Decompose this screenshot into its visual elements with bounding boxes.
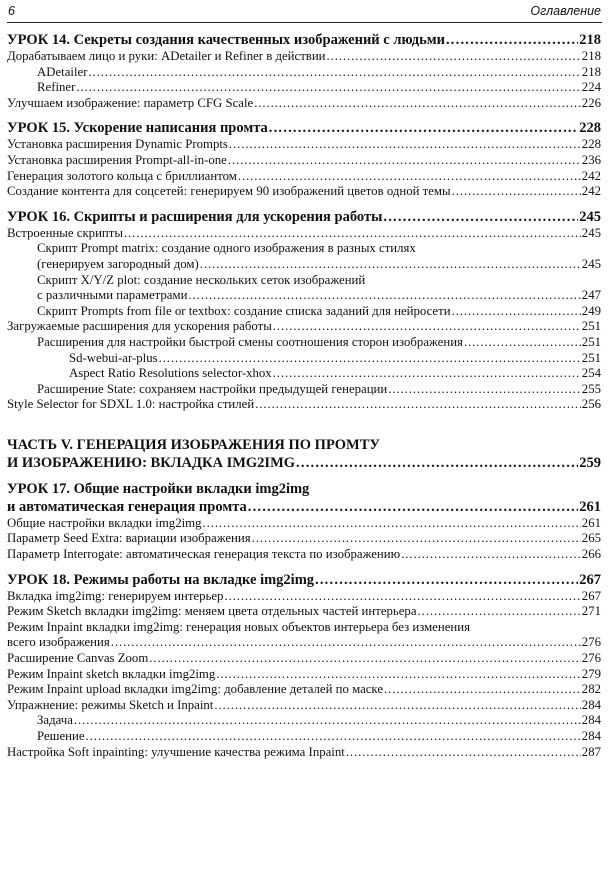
entry-title: УРОК 15. Ускорение написания промта (7, 120, 268, 137)
entry-title: Вкладка img2img: генерируем интерьер (7, 588, 224, 603)
page-ref: 261 (581, 515, 601, 530)
toc-entry[interactable] (7, 351, 601, 367)
dot-leader (464, 335, 581, 351)
page-ref: 245 (581, 256, 601, 271)
entry-title: Sd-webui-ar-plus (69, 350, 158, 365)
toc-heading[interactable] (7, 119, 601, 137)
dot-leader (296, 454, 578, 472)
entry-title: Режим Inpaint upload вкладки img2img: добавление деталей по маске (7, 682, 384, 697)
dot-leader (76, 80, 580, 96)
dot-leader (214, 698, 580, 714)
page-ref: 218 (579, 32, 601, 48)
toc-entry[interactable] (7, 604, 601, 620)
dot-leader (229, 137, 581, 153)
toc-heading-line[interactable]: ЧАСТЬ V. ГЕНЕРАЦИЯ ИЗОБРАЖЕНИЯ ПО ПРОМТУ (7, 436, 381, 453)
dot-leader (273, 366, 581, 382)
entry-title: Расширение Canvas Zoom (7, 651, 149, 666)
entry-title: Refiner (37, 80, 76, 95)
page-ref: 254 (581, 366, 601, 381)
dot-leader (224, 589, 580, 605)
dot-leader (238, 169, 581, 185)
page-ref: 226 (581, 95, 601, 110)
dot-leader (418, 604, 581, 620)
dot-leader (252, 531, 581, 547)
toc-entry[interactable] (7, 682, 601, 698)
page-ref: 251 (581, 334, 601, 349)
section-spacer (7, 563, 601, 571)
toc-entry[interactable] (7, 651, 601, 667)
dot-leader (452, 304, 581, 320)
toc-entry[interactable] (7, 184, 601, 200)
entry-title: ADetailer (37, 64, 88, 79)
toc-entry[interactable] (7, 698, 601, 714)
page-ref: 271 (581, 604, 601, 619)
entry-title: Параметр Seed Extra: вариации изображения (7, 531, 251, 546)
entry-title: Создание контента для соцсетей: генерируем 90 изображений цветов одной темы (7, 184, 451, 199)
toc-entry[interactable] (7, 516, 601, 532)
page-ref: 228 (579, 120, 601, 137)
toc-heading-line[interactable]: УРОК 17. Общие настройки вкладки img2img (7, 480, 310, 497)
toc-entry[interactable] (7, 531, 601, 547)
toc-entry[interactable] (7, 169, 601, 185)
toc-entry[interactable] (7, 80, 601, 96)
toc-entry[interactable] (7, 397, 601, 413)
entry-title: И ИЗОБРАЖЕНИЮ: ВКЛАДКА IMG2IMG (7, 454, 296, 471)
dot-leader (315, 571, 578, 589)
dot-leader (273, 319, 581, 335)
toc-entry[interactable] (7, 667, 601, 683)
page-ref: 236 (581, 152, 601, 167)
toc-entry-line[interactable]: Скрипт Prompt matrix: создание одного изображения в разных стилях (37, 241, 416, 256)
toc-entry[interactable] (7, 382, 601, 398)
page-ref: 255 (581, 381, 601, 396)
toc-entry-line[interactable]: Скрипт X/Y/Z plot: создание нескольких сеток изображений (37, 272, 366, 287)
entry-title: Установка расширения Dynamic Prompts (7, 137, 228, 152)
entry-title: Решение (37, 729, 85, 743)
entry-title: Генерация золотого кольца с бриллиантом (7, 168, 237, 183)
dot-leader (88, 65, 580, 81)
dot-leader (200, 257, 581, 273)
page-ref: 284 (581, 713, 601, 728)
entry-title: Улучшаем изображение: параметр CFG Scale (7, 95, 254, 110)
entry-title: УРОК 16. Скрипты и расширения для ускорения работы (7, 208, 383, 225)
dot-leader (188, 288, 580, 304)
page-ref: 256 (581, 397, 601, 412)
section-spacer (7, 472, 601, 480)
entry-title: Режим Inpaint sketch вкладки img2img (7, 666, 216, 681)
toc-entry[interactable] (7, 137, 601, 153)
entry-title: Расширение State: сохраняем настройки предыдущей генерации (37, 381, 388, 396)
page-ref: 282 (581, 682, 601, 697)
entry-title: Упражнение: режимы Sketch и Inpaint (7, 697, 214, 712)
toc-entry[interactable] (7, 65, 601, 81)
page-ref: 279 (581, 666, 601, 681)
dot-leader (86, 729, 581, 745)
toc-entry[interactable] (7, 635, 601, 651)
dot-leader (269, 119, 578, 137)
page-ref: 284 (581, 729, 601, 743)
page-ref: 242 (581, 168, 601, 183)
page-ref: 245 (581, 225, 601, 240)
toc-entry[interactable] (7, 335, 601, 351)
page-ref: 284 (581, 697, 601, 712)
entry-title: Встроенные скрипты (7, 225, 123, 240)
dot-leader (452, 184, 581, 200)
entry-title: и автоматическая генерация промта (7, 498, 247, 515)
page-ref: 276 (581, 635, 601, 650)
toc-entry[interactable] (7, 153, 601, 169)
page-ref: 249 (581, 303, 601, 318)
dot-leader (111, 635, 581, 651)
entry-title: Style Selector for SDXL 1.0: настройка стилей (7, 397, 255, 412)
entry-title: Установка расширения Prompt-all-in-one (7, 152, 227, 167)
entry-title: Задача (37, 713, 73, 728)
dot-leader (74, 713, 581, 729)
toc-entry[interactable] (7, 589, 601, 605)
page-ref: 218 (581, 64, 601, 79)
page-ref: 259 (579, 454, 601, 471)
dot-leader (124, 226, 581, 242)
page-ref: 266 (581, 547, 601, 562)
dot-leader (254, 96, 581, 112)
toc-heading[interactable] (7, 498, 601, 516)
dot-leader (384, 682, 581, 698)
toc-entry[interactable] (7, 257, 601, 273)
entry-title: всего изображения (7, 635, 110, 650)
toc-entry[interactable] (7, 713, 601, 729)
entry-title: (генерируем загородный дом) (37, 256, 199, 271)
entry-title: Aspect Ratio Resolutions selector-xhox (69, 366, 272, 381)
table-of-contents (7, 31, 601, 760)
page-ref: 251 (581, 350, 601, 365)
page-ref: 251 (581, 319, 601, 334)
entry-title: УРОК 18. Режимы работы на вкладке img2img (7, 571, 315, 588)
dot-leader (388, 382, 581, 398)
page-ref: 247 (581, 288, 601, 303)
entry-title: Скрипт Prompts from file or textbox: создание списка заданий для нейросети (37, 303, 451, 318)
page-ref: 267 (579, 571, 601, 588)
page-ref: 276 (581, 651, 601, 666)
section-spacer (7, 111, 601, 119)
toc-entry[interactable] (7, 366, 601, 382)
toc-entry[interactable] (7, 729, 601, 745)
dot-leader (446, 31, 578, 49)
toc-entry[interactable] (7, 96, 601, 112)
toc-entry[interactable] (7, 304, 601, 320)
page-ref: 265 (581, 531, 601, 546)
toc-entry[interactable] (7, 288, 601, 304)
page-header (7, 4, 602, 23)
page-ref: 261 (579, 498, 601, 515)
page-number: 6 (8, 4, 15, 18)
page-ref: 224 (581, 80, 601, 95)
dot-leader (255, 397, 581, 413)
toc-heading[interactable] (7, 31, 601, 49)
dot-leader (401, 547, 581, 563)
dot-leader (159, 351, 581, 367)
entry-title: Настройка Soft inpainting: улучшение качества режима Inpaint (7, 744, 345, 759)
toc-entry-line[interactable]: Режим Inpaint вкладки img2img: генерация новых объектов интерьера без изменения (7, 619, 470, 634)
page-ref: 228 (581, 137, 601, 152)
entry-title: УРОК 14. Секреты создания качественных изображений с людьми (7, 32, 445, 48)
entry-title: Дорабатываем лицо и руки: ADetailer и Refiner в действии (7, 49, 326, 63)
toc-heading[interactable] (7, 454, 601, 472)
dot-leader (216, 667, 581, 683)
dot-leader (383, 208, 578, 226)
toc-heading[interactable] (7, 571, 601, 589)
section-spacer (7, 413, 601, 436)
toc-entry[interactable] (7, 547, 601, 563)
entry-title: Общие настройки вкладки img2img (7, 515, 202, 530)
toc-entry[interactable] (7, 226, 601, 242)
page-ref: 245 (579, 208, 601, 225)
section-spacer (7, 200, 601, 208)
toc-entry[interactable] (7, 319, 601, 335)
entry-title: с различными параметрами (37, 288, 188, 303)
page-ref: 242 (581, 184, 601, 199)
dot-leader (327, 49, 581, 65)
toc-entry[interactable] (7, 49, 601, 65)
dot-leader (149, 651, 581, 667)
dot-leader (203, 516, 581, 532)
page-ref: 267 (581, 588, 601, 603)
entry-title: Режим Sketch вкладки img2img: меняем цвета отдельных частей интерьера (7, 604, 417, 619)
toc-heading[interactable] (7, 208, 601, 226)
entry-title: Расширения для настройки быстрой смены соотношения сторон изображения (37, 334, 463, 349)
dot-leader (228, 153, 581, 169)
entry-title: Загружаемые расширения для ускорения работы (7, 319, 272, 334)
running-title: Оглавление (530, 4, 601, 18)
toc-entry[interactable] (7, 745, 601, 761)
entry-title: Параметр Interrogate: автоматическая генерация текста по изображению (7, 547, 401, 562)
dot-leader (248, 498, 579, 516)
page-ref: 287 (581, 744, 601, 759)
dot-leader (346, 745, 581, 761)
page-ref: 218 (581, 49, 601, 63)
